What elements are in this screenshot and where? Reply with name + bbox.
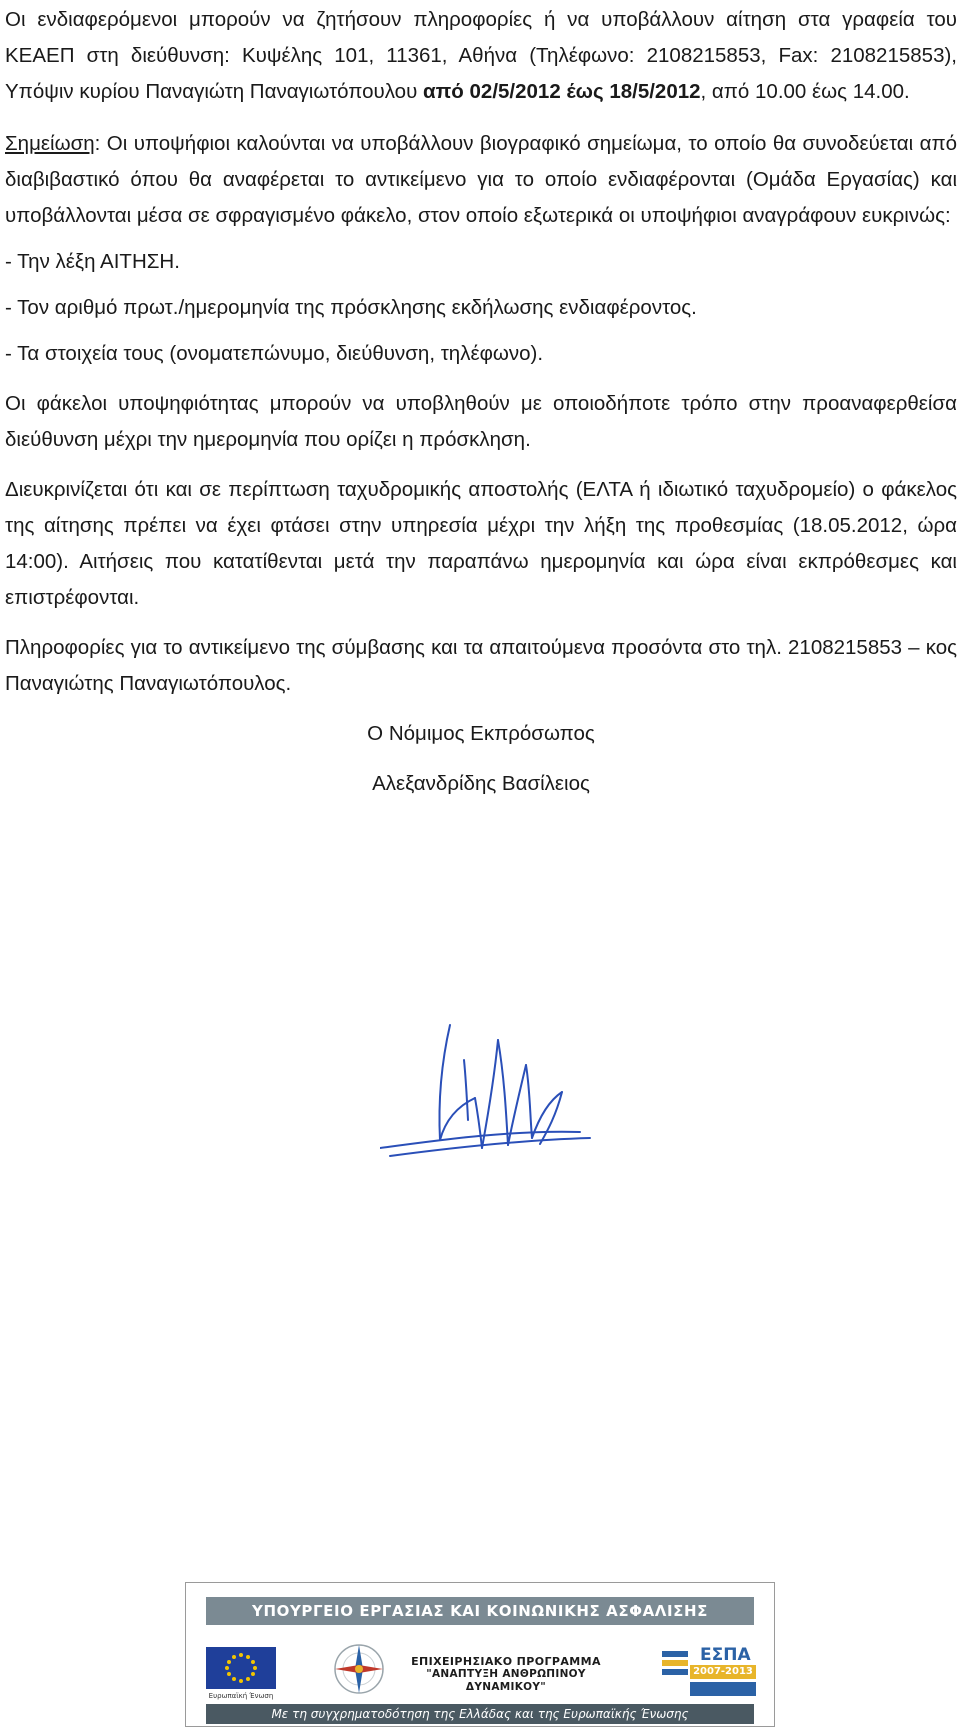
- contact-paragraph: [5, 0, 957, 110]
- eu-flag-icon: [206, 1647, 276, 1689]
- eu-caption: Ευρωπαϊκή Ένωση: [208, 1692, 274, 1700]
- info-paragraph: Πληροφορίες για το αντικείμενο της σύμβασης και τα απαιτούμενα προσόντα στο τηλ. 2108215853 – κος Παναγιώτης Παναγιωτόπουλος.: [5, 636, 957, 695]
- note-paragraph: [5, 126, 957, 234]
- handwritten-signature: [380, 1020, 600, 1170]
- signatory-name: Αλεξανδρίδης Βασίλειος: [372, 772, 590, 795]
- programme-compass-icon: [331, 1641, 387, 1697]
- contact-hours: , από 10.00 έως 14.00.: [700, 80, 910, 103]
- cofunding-footer: Με τη συγχρηματοδότηση της Ελλάδας και της Ευρωπαϊκής Ένωσης: [206, 1704, 754, 1724]
- list-item-details: - Τα στοιχεία τους (ονοματεπώνυμο, διεύθυνση, τηλέφωνο).: [5, 342, 544, 365]
- note-text: : Οι υποψήφιοι καλούνται να υποβάλλουν βιογραφικό σημείωμα, το οποίο θα συνοδεύεται από διαβιβαστικό όπου θα αναφέρεται το αντικείμενο για το οποίο ενδιαφέρονται (Ομάδα Εργασίας) και υποβάλλονται μέσα σε σφραγισμένο φάκελο, στον οποίο εξωτερικά οι υποψήφιοι αναγράφουν ευκρινώς:: [5, 132, 957, 227]
- funding-banner: [185, 1582, 775, 1727]
- programme-line-2: "ΑΝΑΠΤΥΞΗ ΑΝΘΡΩΠΙΝΟΥ ΔΥΝΑΜΙΚΟΥ": [426, 1668, 586, 1693]
- espa-logo: [660, 1645, 756, 1701]
- document-body: [5, 0, 957, 802]
- espa-years: 2007-2013: [690, 1665, 756, 1679]
- contact-dates: από 02/5/2012 έως 18/5/2012: [423, 80, 701, 103]
- espa-subbar: [690, 1682, 756, 1696]
- list-item-word: - Την λέξη ΑΙΤΗΣΗ.: [5, 250, 180, 273]
- programme-title: [386, 1655, 626, 1694]
- contact-text: Οι ενδιαφερόμενοι μπορούν να ζητήσουν πληροφορίες ή να υποβάλλουν αίτηση στα γραφεία του ΚΕΑΕΠ στη διεύθυνση: Κυψέλης 101, 11361, Αθήνα (Τηλέφωνο: 2108215853, Fax: 2108215853), Υπόψιν κυρίου Παναγιώτη Παναγιωτόπουλου: [5, 8, 957, 103]
- deadline-paragraph: Διευκρινίζεται ότι και σε περίπτωση ταχυδρομικής αποστολής (ΕΛΤΑ ή ιδιωτικό ταχυδρομείο) ο φάκελος της αίτησης πρέπει να έχει φτάσει στην υπηρεσία μέχρι την λήξη της προθεσμίας (18.05.2012, ώρα 14:00). Αιτήσεις που κατατίθενται μετά την παραπάνω ημερομηνία και ώρα είναι εκπρόθεσμες και επιστρέφονται.: [5, 478, 957, 609]
- signatory-role: Ο Νόμιμος Εκπρόσωπος: [367, 722, 595, 745]
- espa-emblem-icon: [660, 1647, 690, 1681]
- programme-line-1: ΕΠΙΧΕΙΡΗΣΙΑΚΟ ΠΡΟΓΡΑΜΜΑ: [411, 1655, 601, 1668]
- envelopes-paragraph: Οι φάκελοι υποψηφιότητας μπορούν να υποβληθούν με οποιοδήποτε τρόπο στην προαναφερθείσα διεύθυνση μέχρι την ημερομηνία που ορίζει η πρόσκληση.: [5, 392, 957, 451]
- note-label: Σημείωση: [5, 132, 95, 155]
- ministry-bar: ΥΠΟΥΡΓΕΙΟ ΕΡΓΑΣΙΑΣ ΚΑΙ ΚΟΙΝΩΝΙΚΗΣ ΑΣΦΑΛΙΣΗΣ: [206, 1597, 754, 1625]
- espa-wordmark: ΕΣΠΑ: [700, 1645, 751, 1665]
- list-item-protocol: - Τον αριθμό πρωτ./ημερομηνία της πρόσκλησης εκδήλωσης ενδιαφέροντος.: [5, 296, 697, 319]
